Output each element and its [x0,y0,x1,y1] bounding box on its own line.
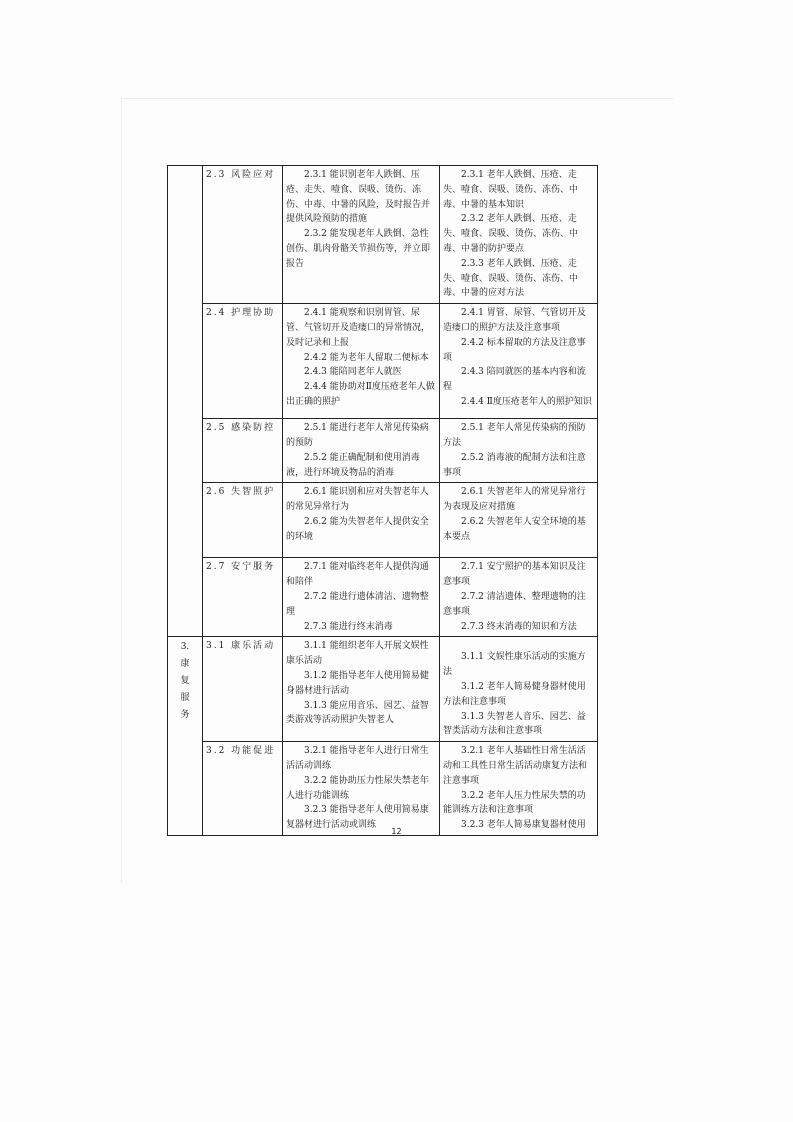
skill-item: 2.7.2 能进行遗体清洁、遗物整理 [286,591,429,617]
skills-cell [283,166,440,304]
subcategory-cell: 2.6 失智照护 [203,483,283,558]
skill-item: 2.3.1 能识别老年人跌倒、压疮、走失、噎食、误吸、烫伤、冻伤、中毒、中暑的风险，及时报告并提供风险预防的措施 [286,170,431,225]
skill-item: 2.6.1 能识别和应对失智老年人的常见异常行为 [286,487,429,513]
subcategory-cell: 2.7 安宁服务 [203,558,283,637]
knowledge-cell [440,483,598,558]
subcategory-cell: 3.1 康乐活动 [203,637,283,742]
knowledge-item: 3.1.3 失智老人音乐、园艺、益智类活动方法和注意事项 [443,711,586,737]
skills-cell [283,304,440,419]
subcategory-cell: 3.2 功能促进 [203,742,283,836]
knowledge-cell [440,304,598,419]
knowledge-cell [440,419,598,483]
subcategory-cell: 2.4 护理协助 [203,304,283,419]
knowledge-item: 2.4.2 标本留取的方法及注意事项 [443,337,586,363]
table-row [168,742,598,836]
table-row [168,419,598,483]
knowledge-item: 2.4.4 Ⅱ度压疮老年人的照护知识 [461,396,592,407]
skills-cell [283,483,440,558]
category-cell [168,166,203,637]
skill-item: 3.2.3 能指导老年人使用简易康复器材进行活动或训练 [286,805,429,831]
skill-item: 2.6.2 能为失智老年人提供安全的环境 [286,516,429,542]
knowledge-item: 3.2.3 老年人简易康复器材使用 [461,820,586,831]
skill-item: 2.3.2 能发现老年人跌倒、急性创伤、肌肉骨骼关节损伤等，并立即报告 [286,229,431,269]
knowledge-item: 2.7.1 安宁照护的基本知识及注意事项 [443,562,586,588]
skill-item: 2.4.1 能观察和识别胃管、尿管、气管切开及造瘘口的异常情况，及时记录和上报 [286,308,431,348]
knowledge-item: 3.2.1 老年人基础性日常生活活动和工具性日常生活活动康复方法和注意事项 [443,746,588,786]
skill-item: 3.1.1 能组织老年人开展文娱性康乐活动 [286,641,429,667]
subcategory-cell: 2.3 风险应对 [203,166,283,304]
skill-item: 2.5.2 能正确配制和使用消毒液，进行环境及物品的消毒 [286,452,420,478]
table-row [168,304,598,419]
knowledge-item: 3.2.2 老年人压力性尿失禁的功能训练方法和注意事项 [443,790,586,816]
knowledge-cell [440,637,598,742]
skills-cell [283,419,440,483]
table-row [168,166,598,304]
knowledge-item: 3.1.1 文娱性康乐活动的实施方法 [443,652,586,678]
knowledge-item: 2.4.1 胃管、尿管、气管切开及造瘘口的照护方法及注意事项 [443,308,586,333]
skill-item: 2.5.1 能进行老年人常见传染病的预防 [286,423,429,448]
page-edge-top [121,98,673,99]
table-row [168,637,598,742]
skills-cell [283,637,440,742]
skill-item: 3.2.2 能协助压力性尿失禁老年人进行功能训练 [286,775,429,801]
knowledge-item: 2.3.2 老年人跌倒、压疮、走失、噎食、误吸、烫伤、冻伤、中毒、中暑的防护要点 [443,214,579,254]
knowledge-item: 2.3.1 老年人跌倒、压疮、走失、噎食、误吸、烫伤、冻伤、中毒、中暑的基本知识 [443,170,579,210]
knowledge-item: 2.6.1 失智老年人的常见异常行为表现及应对措施 [443,487,586,513]
category-label: 3. 康复服务 [180,642,190,721]
knowledge-item: 2.3.3 老年人跌倒、压疮、走失、噎食、误吸、烫伤、冻伤、中毒、中暑的应对方法 [443,258,579,299]
knowledge-item: 3.1.2 老年人简易健身器材使用方法和注意事项 [443,681,586,707]
standard-table [167,165,598,836]
knowledge-item: 2.5.1 老年人常见传染病的预防方法 [443,423,586,448]
knowledge-cell [440,558,598,637]
knowledge-item: 2.5.2 消毒液的配制方法和注意事项 [443,452,586,478]
subcategory-cell: 2.5 感染防控 [203,419,283,483]
table-row [168,483,598,558]
skill-item: 2.4.3 能陪同老年人就医 [304,367,402,378]
skill-item: 2.7.3 能进行终末消毒 [304,621,393,632]
table-row [168,558,598,637]
skill-item: 3.1.3 能应用音乐、园艺、益智类游戏等活动照护失智老人 [286,700,429,726]
knowledge-item: 2.7.2 清洁遗体、整理遗物的注意事项 [443,591,586,617]
knowledge-item: 2.7.3 终末消毒的知识和方法 [461,621,577,632]
skill-item: 2.4.4 能协助对Ⅱ度压疮老年人做出正确的照护 [286,382,435,407]
knowledge-item: 2.4.3 陪同就医的基本内容和流程 [443,367,586,393]
skills-cell [283,742,440,836]
knowledge-cell [440,166,598,304]
category-cell [168,637,203,836]
skill-item: 2.4.2 能为老年人留取二便标本 [304,352,429,363]
skill-item: 3.2.1 能指导老年人进行日常生活活动训练 [286,746,429,771]
knowledge-item: 2.6.2 失智老年人安全环境的基本要点 [443,516,586,542]
skills-cell [283,558,440,637]
skill-item: 3.1.2 能指导老年人使用简易健身器材进行活动 [286,670,429,696]
knowledge-cell [440,742,598,836]
page-edge-left [121,98,122,883]
page-number: 12 [391,827,402,836]
skill-item: 2.7.1 能对临终老年人提供沟通和陪伴 [286,562,429,588]
